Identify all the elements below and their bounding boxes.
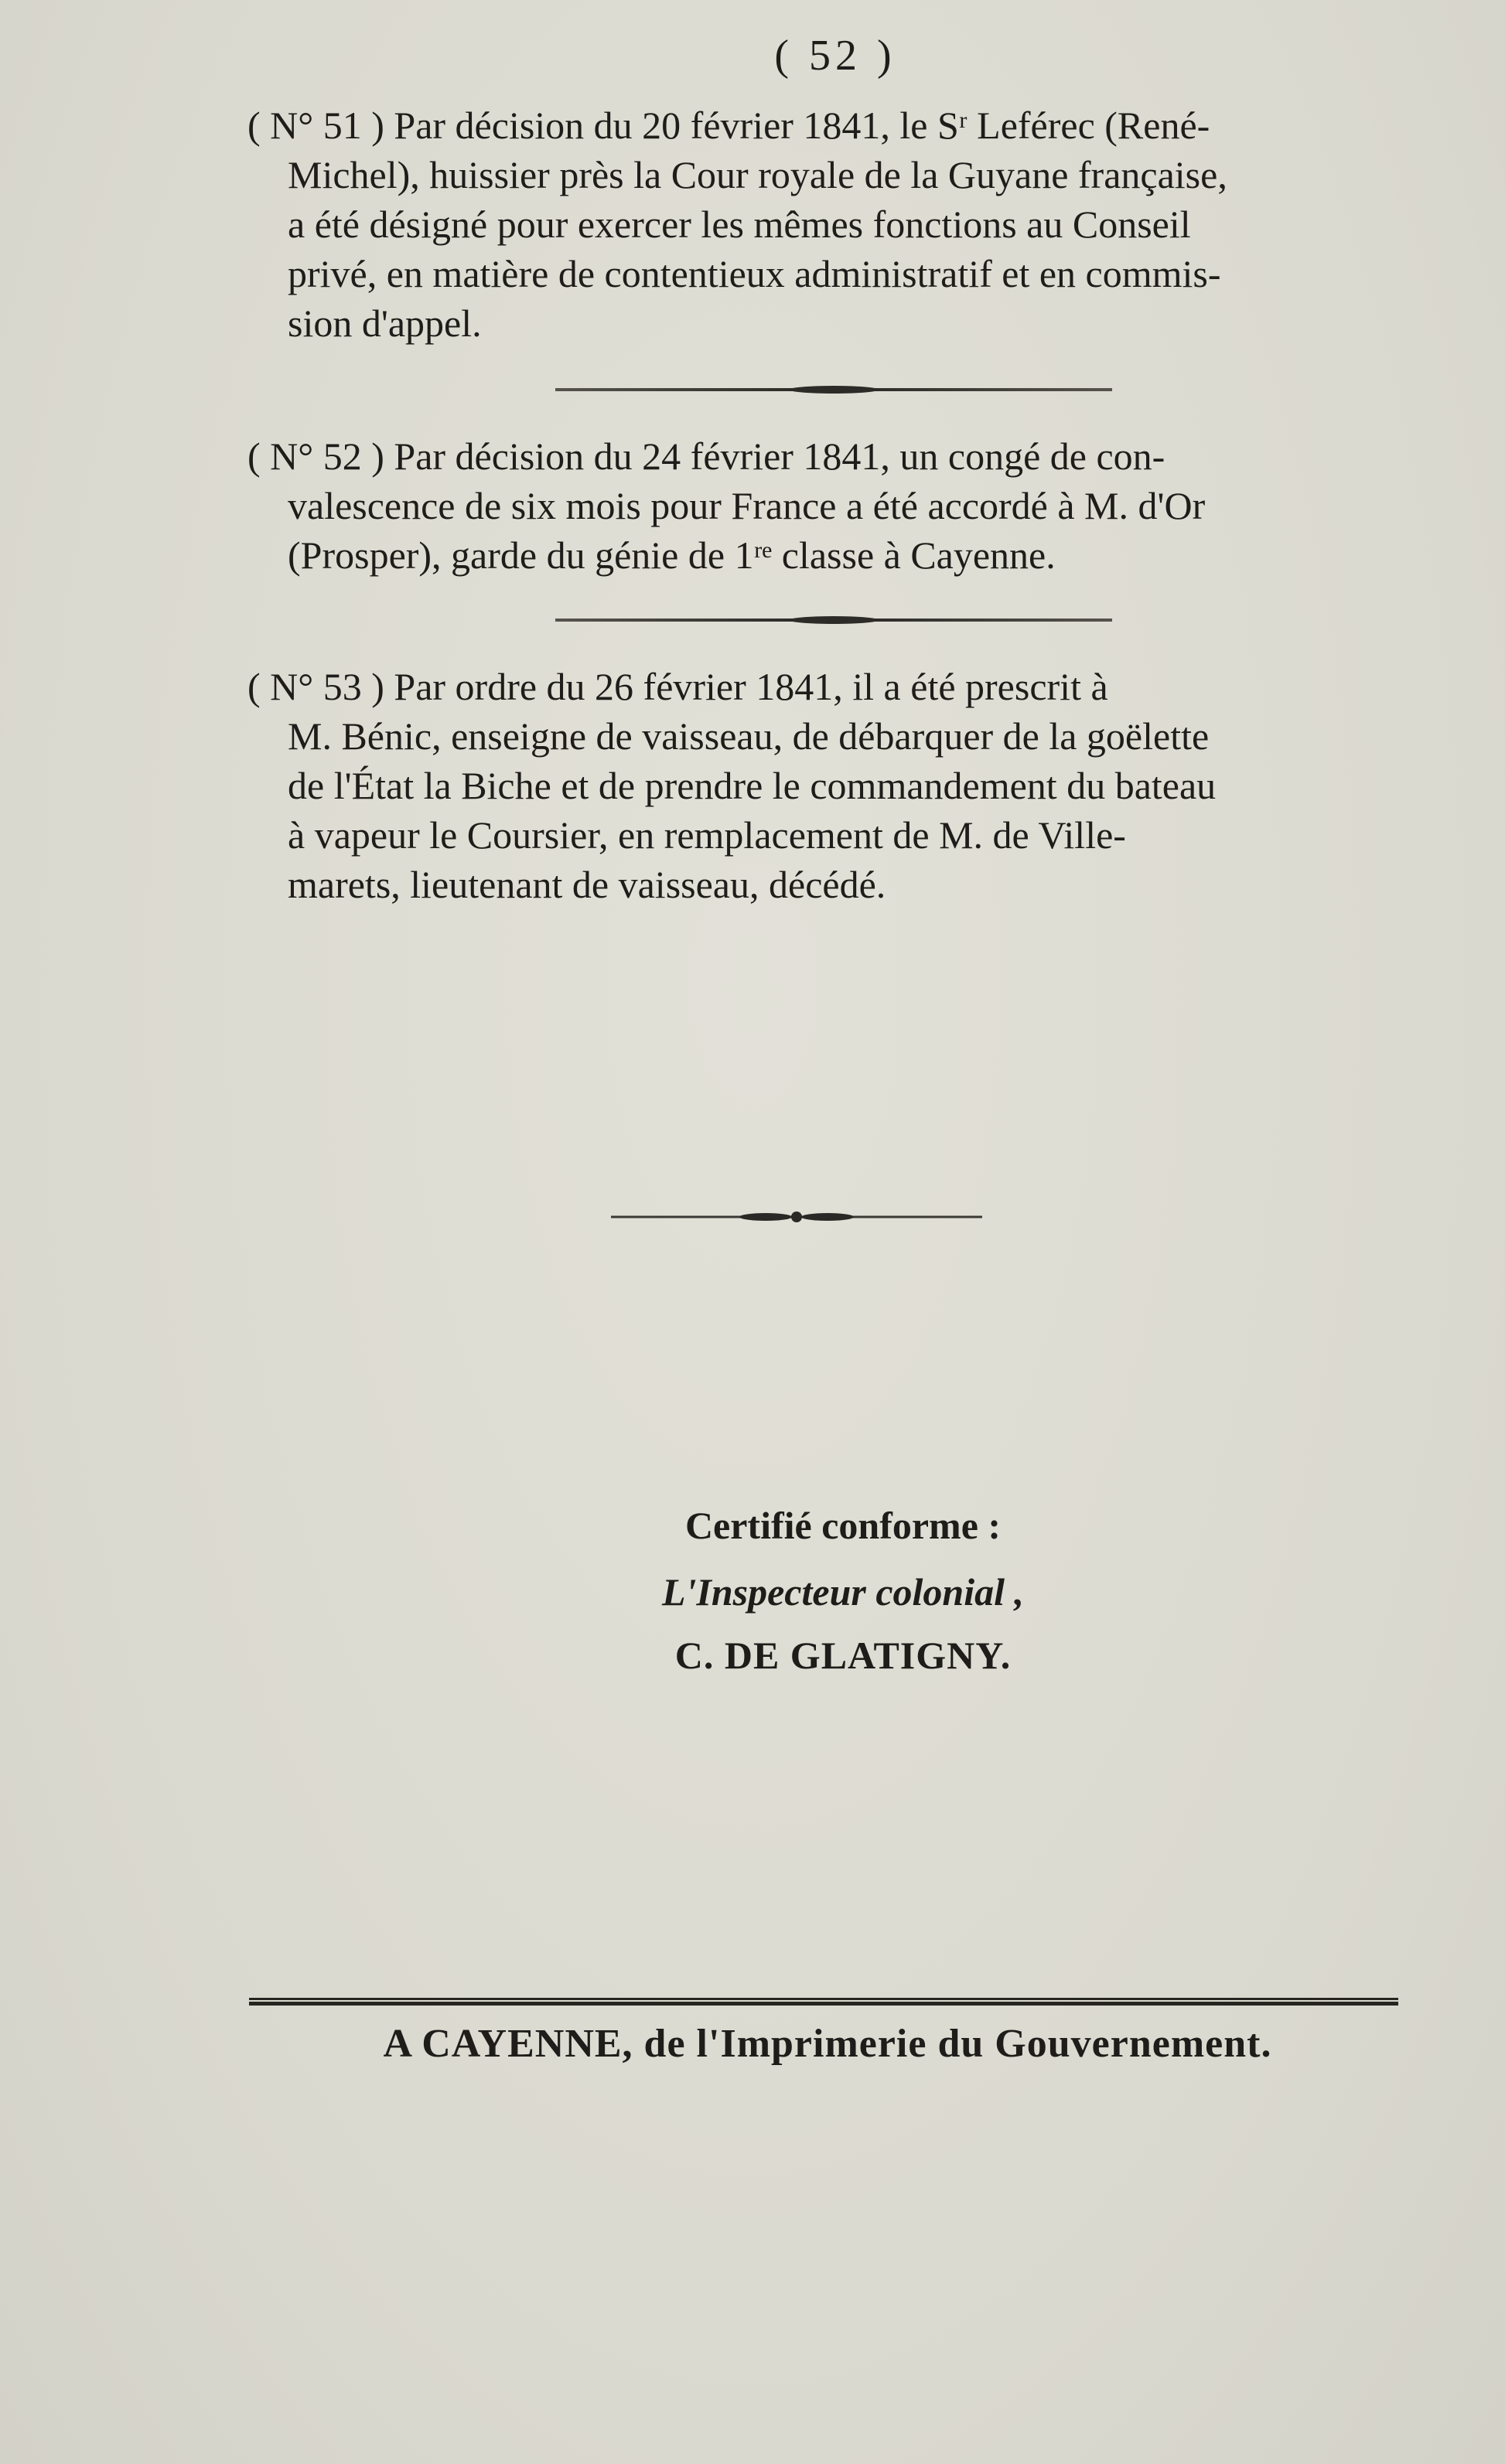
entry-line: (Prosper), garde du génie de 1ʳᵉ classe à Cayenne. bbox=[288, 533, 1056, 577]
entry-line: à vapeur le Coursier, en remplacement de M. de Ville- bbox=[288, 813, 1126, 857]
separator-rule bbox=[555, 388, 1112, 391]
certification-line: Certifié conforme : bbox=[684, 1504, 1002, 1547]
certification-title: L'Inspecteur colonial , bbox=[661, 1570, 1025, 1614]
entry-line: M. Bénic, enseigne de vaisseau, de débarquer de la goëlette bbox=[288, 714, 1210, 758]
separator-rule bbox=[555, 619, 1112, 622]
entry-first-line: ( N° 51 ) Par décision du 20 février 1841, le Sʳ Leférec (René- bbox=[247, 104, 1210, 147]
entry-line: de l'État la Biche et de prendre le commandement du bateau bbox=[288, 764, 1217, 807]
footer-rule bbox=[249, 1998, 1398, 2006]
entry-line: privé, en matière de contentieux administratif et en commis- bbox=[288, 252, 1221, 295]
entry-line: sion d'appel. bbox=[288, 302, 482, 345]
ornament-divider bbox=[611, 1211, 982, 1223]
entry-first-line: ( N° 53 ) Par ordre du 26 février 1841, il a été prescrit à bbox=[247, 665, 1108, 708]
entry-51 bbox=[247, 101, 1418, 348]
entry-line: a été désigné pour exercer les mêmes fonctions au Conseil bbox=[288, 203, 1191, 246]
entry-52 bbox=[247, 431, 1418, 580]
printer-imprint: A CAYENNE, de l'Imprimerie du Gouvernement. bbox=[383, 2022, 1272, 2066]
entry-line: marets, lieutenant de vaisseau, décédé. bbox=[288, 863, 886, 906]
certification-signature: C. DE GLATIGNY. bbox=[674, 1634, 1012, 1677]
entry-53 bbox=[247, 662, 1418, 909]
entry-line: valescence de six mois pour France a été accordé à M. d'Or bbox=[288, 484, 1206, 527]
page-number: ( 52 ) bbox=[774, 32, 896, 80]
entry-first-line: ( N° 52 ) Par décision du 24 février 1841, un congé de con- bbox=[247, 435, 1165, 478]
entry-line: Michel), huissier près la Cour royale de la Guyane française, bbox=[288, 153, 1227, 196]
